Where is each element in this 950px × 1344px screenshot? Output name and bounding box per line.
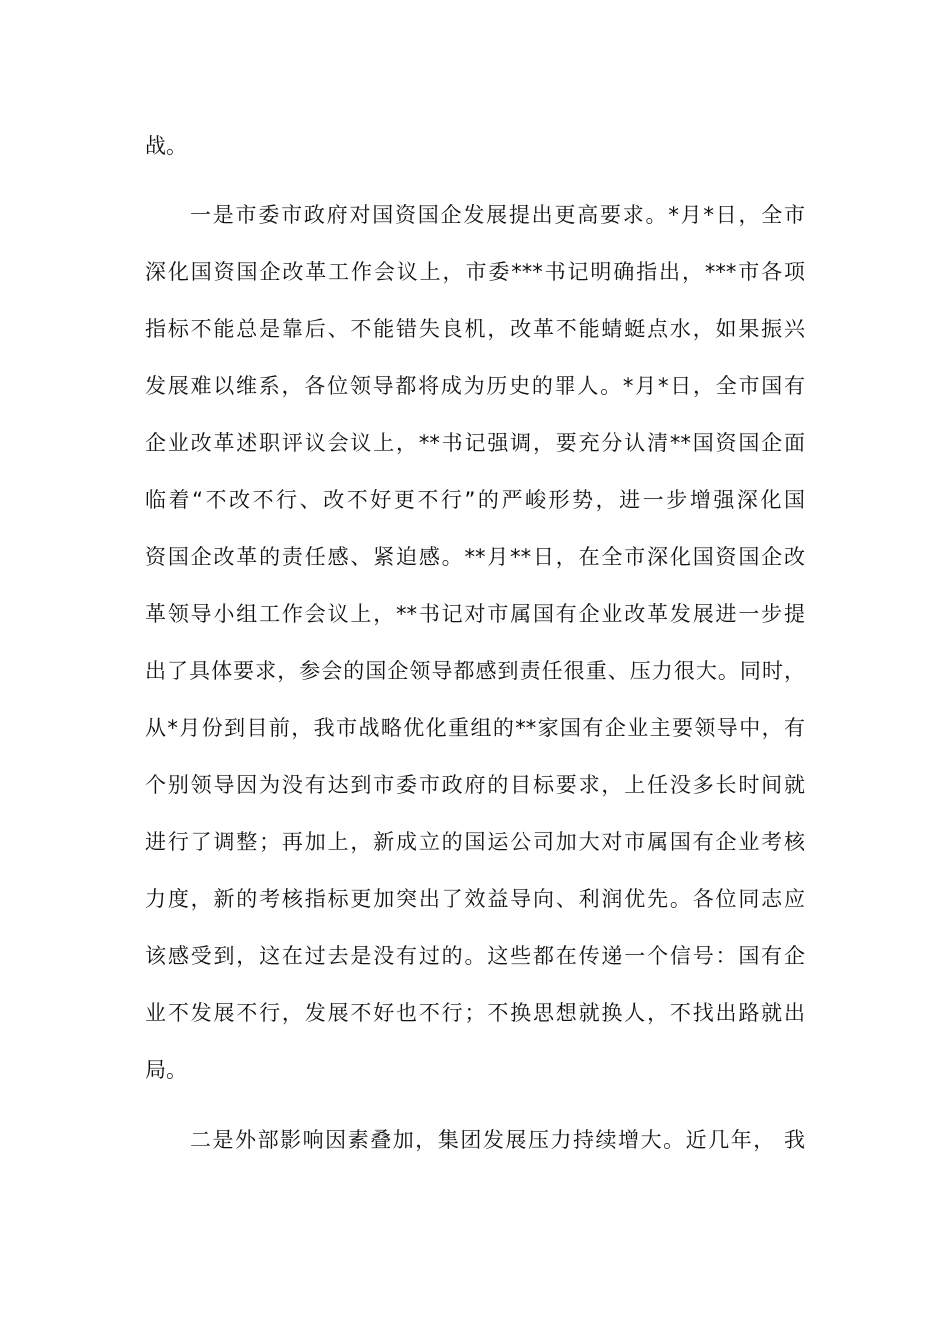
paragraph-1-line-13: 力度，新的考核指标更加突出了效益导向、利润优先。各位同志应 <box>145 887 805 911</box>
text-line-1: 战。 <box>145 134 187 158</box>
paragraph-1-line-9: 出了具体要求，参会的国企领导都感到责任很重、压力很大。同时， <box>145 659 805 683</box>
paragraph-1-line-14: 该感受到，这在过去是没有过的。这些都在传递一个信号：国有企 <box>145 944 805 968</box>
paragraph-1-line-11: 个别领导因为没有达到市委市政府的目标要求，上任没多长时间就 <box>145 773 805 797</box>
paragraph-2-line-1: 二是外部影响因素叠加，集团发展压力持续增大。近几年， 我 <box>190 1128 805 1152</box>
paragraph-1-line-1: 一是市委市政府对国资国企发展提出更高要求。*月*日，全市 <box>190 203 805 227</box>
paragraph-1-line-2: 深化国资国企改革工作会议上，市委***书记明确指出，***市各项 <box>145 260 805 284</box>
paragraph-1-line-12: 进行了调整；再加上，新成立的国运公司加大对市属国有企业考核 <box>145 830 805 854</box>
paragraph-1-line-4: 发展难以维系，各位领导都将成为历史的罪人。*月*日，全市国有 <box>145 374 805 398</box>
paragraph-1-line-15: 业不发展不行，发展不好也不行；不换思想就换人，不找出路就出 <box>145 1001 805 1025</box>
paragraph-1-line-16: 局。 <box>145 1058 187 1082</box>
paragraph-1-line-10: 从*月份到目前，我市战略优化重组的**家国有企业主要领导中，有 <box>145 716 805 740</box>
paragraph-1-line-8: 革领导小组工作会议上，**书记对市属国有企业改革发展进一步提 <box>145 602 805 626</box>
paragraph-1-line-7: 资国企改革的责任感、紧迫感。**月**日，在全市深化国资国企改 <box>145 545 805 569</box>
paragraph-1-line-5: 企业改革述职评议会议上，**书记强调，要充分认清**国资国企面 <box>145 431 805 455</box>
paragraph-1-line-6: 临着“不改不行、改不好更不行”的严峻形势，进一步增强深化国 <box>145 488 805 512</box>
paragraph-1-line-3: 指标不能总是靠后、不能错失良机，改革不能蜻蜓点水，如果振兴 <box>145 317 805 341</box>
